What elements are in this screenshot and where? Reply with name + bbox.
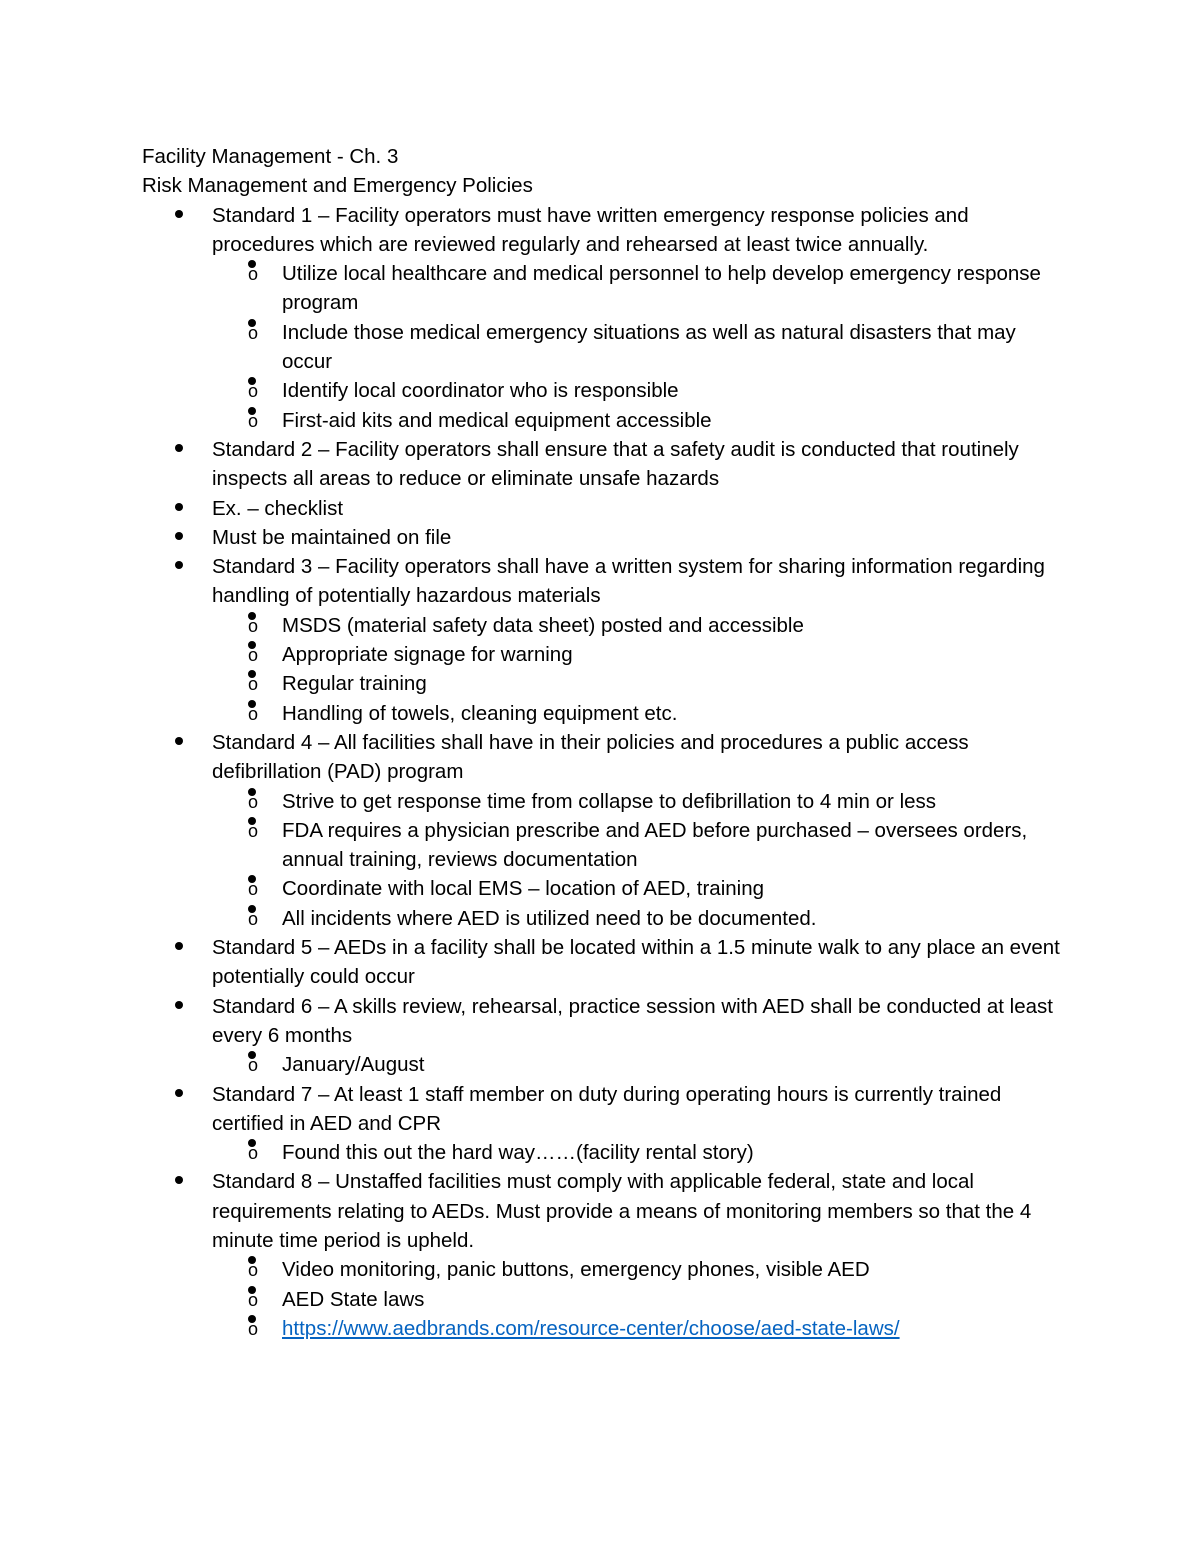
bullet-icon: [175, 444, 183, 452]
sub-list: [212, 611, 1062, 728]
list-item: [142, 552, 1062, 728]
bullet-icon: [175, 1176, 183, 1184]
sub-list-item-text: January/August: [282, 1053, 425, 1077]
sub-bullet-icon: o: [248, 788, 256, 796]
sub-bullet-icon: o: [248, 1286, 256, 1294]
sub-list-item-text: All incidents where AED is utilized need to be documented.: [282, 906, 817, 930]
sub-bullet-icon: o: [248, 875, 256, 883]
document-subtitle: Risk Management and Emergency Policies: [142, 174, 533, 198]
bullet-icon: [175, 503, 183, 511]
sub-list-item: [142, 406, 1062, 435]
sub-list-item-text: Appropriate signage for warning: [282, 643, 573, 667]
sub-list-item-text: Include those medical emergency situations as well as natural disasters that may occur: [282, 320, 1016, 374]
list-item-text: Must be maintained on file: [212, 525, 452, 549]
sub-list-item: [142, 1050, 1062, 1079]
sub-list-item-text: Video monitoring, panic buttons, emergency phones, visible AED: [282, 1258, 870, 1282]
bullet-icon: [175, 737, 183, 745]
bullet-icon: [175, 1089, 183, 1097]
bullet-icon: [175, 532, 183, 540]
sub-bullet-icon: o: [248, 905, 256, 913]
list-item: [142, 494, 1062, 523]
list-item-text: Standard 4 – All facilities shall have in their policies and procedures a public access defibrillation (PAD) program: [212, 730, 969, 784]
bullet-icon: [175, 561, 183, 569]
sub-list-item: [142, 816, 1062, 875]
sub-bullet-icon: o: [248, 1315, 256, 1323]
bullet-list: [142, 201, 1062, 1344]
list-item: [142, 1167, 1062, 1343]
sub-list-item-text: Handling of towels, cleaning equipment etc.: [282, 701, 678, 725]
sub-list-item-text: MSDS (material safety data sheet) posted and accessible: [282, 613, 804, 637]
sub-list: [212, 787, 1062, 933]
sub-list-item: [142, 904, 1062, 933]
sub-list-item-text: Found this out the hard way……(facility rental story): [282, 1141, 754, 1165]
sub-list-item: [142, 259, 1062, 318]
sub-list-item: [142, 1285, 1062, 1314]
sub-list-item: [142, 376, 1062, 405]
list-item: [142, 992, 1062, 1080]
sub-bullet-icon: o: [248, 1051, 256, 1059]
bullet-icon: [175, 210, 183, 218]
aed-state-laws-link[interactable]: https://www.aedbrands.com/resource-center/choose/aed-state-laws/: [282, 1316, 900, 1340]
sub-list: [212, 1138, 1062, 1167]
sub-list-item-text: AED State laws: [282, 1287, 425, 1311]
document-title: Facility Management - Ch. 3: [142, 145, 399, 168]
sub-bullet-icon: o: [248, 641, 256, 649]
sub-bullet-icon: o: [248, 817, 256, 825]
list-item-text: Standard 5 – AEDs in a facility shall be located within a 1.5 minute walk to any place an event potentially could occur: [212, 936, 1060, 989]
sub-list-item-text: First-aid kits and medical equipment accessible: [282, 408, 712, 432]
sub-list-item: [142, 669, 1062, 698]
sub-list-item: [142, 787, 1062, 816]
bullet-icon: [175, 1001, 183, 1009]
sub-list-item-text: Identify local coordinator who is responsible: [282, 379, 679, 403]
list-item-text: Standard 1 – Facility operators must have written emergency response policies and procedures which are reviewed regularly and rehearsed at least twice annually.: [212, 203, 969, 256]
list-item-text: Standard 7 – At least 1 staff member on duty during operating hours is currently trained certified in AED and CPR: [212, 1082, 1002, 1135]
list-item: [142, 728, 1062, 933]
sub-list-item: [142, 1255, 1062, 1284]
sub-list-item: [142, 874, 1062, 903]
sub-list-item: [142, 699, 1062, 728]
document-content: [142, 142, 1062, 1343]
list-item: [142, 523, 1062, 552]
list-item: [142, 1080, 1062, 1168]
bullet-icon: [175, 942, 183, 950]
sub-list-item-text: Strive to get response time from collapse to defibrillation to 4 min or less: [282, 789, 937, 813]
sub-list: [212, 259, 1062, 435]
list-item: [142, 933, 1062, 992]
list-item-text: Ex. – checklist: [212, 496, 344, 520]
sub-list-item-text: FDA requires a physician prescribe and AED before purchased – oversees orders, annual training, reviews documentation: [282, 818, 1028, 872]
sub-list: [212, 1255, 1062, 1343]
list-item-text: Standard 3 – Facility operators shall have a written system for sharing information regarding handling of potentially hazardous materials: [212, 555, 1045, 608]
sub-bullet-icon: o: [248, 1256, 256, 1264]
sub-bullet-icon: o: [248, 1139, 256, 1147]
sub-list-item: [142, 1138, 1062, 1167]
sub-bullet-icon: o: [248, 670, 256, 678]
sub-bullet-icon: o: [248, 612, 256, 620]
list-item-text: Standard 2 – Facility operators shall ensure that a safety audit is conducted that routinely inspects all areas to reduce or eliminate unsafe hazards: [212, 437, 1019, 491]
sub-list-item: [142, 611, 1062, 640]
list-item: [142, 201, 1062, 435]
sub-list-item-text: Coordinate with local EMS – location of AED, training: [282, 877, 765, 901]
sub-bullet-icon: o: [248, 700, 256, 708]
sub-list-item-text: Regular training: [282, 672, 427, 696]
list-item-text: Standard 6 – A skills review, rehearsal, practice session with AED shall be conducted at least every 6 months: [212, 994, 1053, 1047]
sub-bullet-icon: o: [248, 377, 256, 385]
sub-bullet-icon: o: [248, 319, 256, 327]
list-item-text: Standard 8 – Unstaffed facilities must comply with applicable federal, state and local requirements relating to AEDs. Must provide a means of monitoring members so that the 4 minute time period is upheld.: [212, 1170, 1032, 1252]
list-item: [142, 435, 1062, 494]
sub-list-item: [142, 640, 1062, 669]
sub-bullet-icon: o: [248, 260, 256, 268]
sub-list-item-text: Utilize local healthcare and medical personnel to help develop emergency response program: [282, 262, 1041, 315]
sub-list-item: [142, 1314, 1062, 1343]
sub-bullet-icon: o: [248, 407, 256, 415]
sub-list: [212, 1050, 1062, 1079]
sub-list-item: [142, 318, 1062, 377]
